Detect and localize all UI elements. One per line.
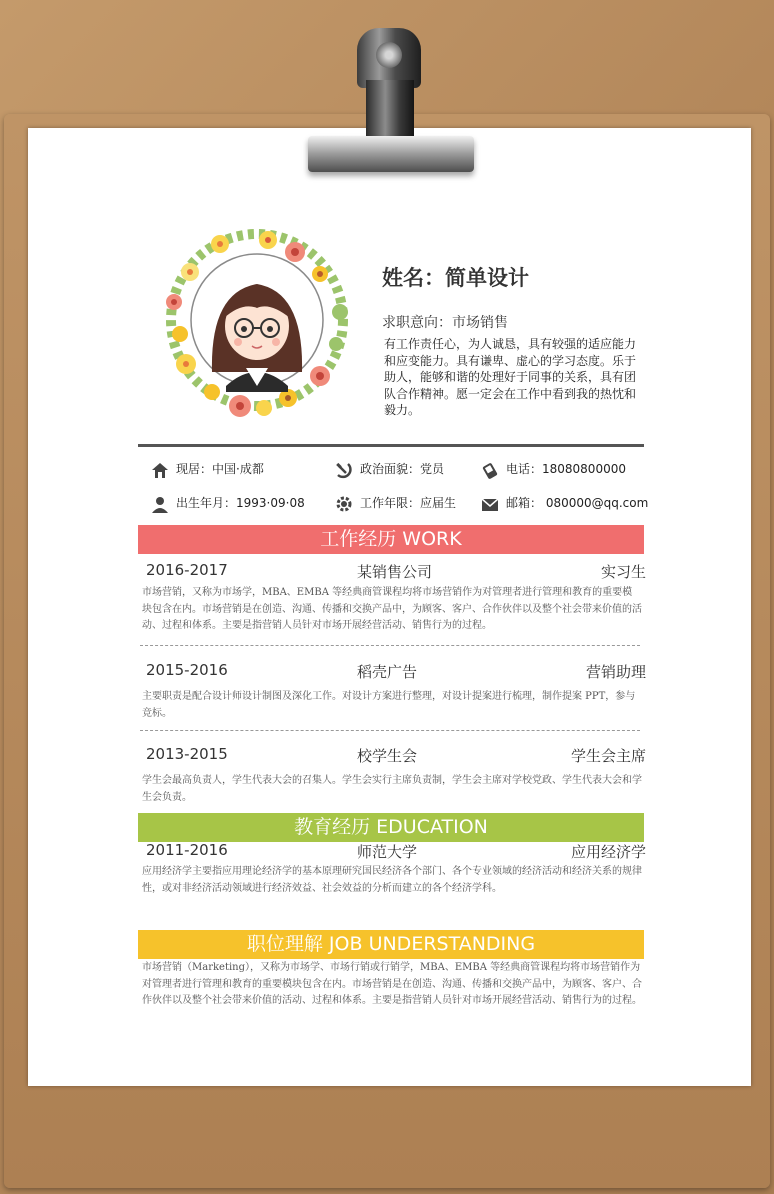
binder-clip-base: [308, 136, 474, 172]
home-icon: [150, 461, 170, 479]
binder-clip-hole: [376, 42, 402, 68]
info-birth: [150, 494, 305, 513]
work-period: 2013-2015: [146, 745, 228, 763]
work-org: 稻壳广告: [357, 663, 418, 681]
email-text: 邮箱： 080000@qq.com: [506, 496, 649, 510]
info-years: [334, 494, 456, 513]
dashed-divider: [140, 730, 640, 731]
work-desc: 学生会最高负责人，学生代表大会的召集人。学生会实行主席负责制，学生会主席对学校党政、学生代表大会和学生会负责。: [142, 775, 642, 803]
info-email: [480, 494, 648, 513]
job-understanding-desc: 市场营销（Marketing），又称为市场学、市场行销或行销学，MBA、EMBA 等经典商管课程均将市场营销作为对管理者进行管理和教育的重要模块包含在内。市场营销是在创造、沟通、传播和交换产品中，为顾客、客户、合作伙伴以及整个社会带来价值的活动、过程和体系。主要是指营销人员针对市场开展经营活动、销售行为的过程。: [142, 962, 642, 1006]
work-period: 2015-2016: [146, 661, 228, 679]
binder-clip-body: [366, 80, 414, 140]
job-intent: 求职意向：市场销售: [382, 315, 508, 331]
work-org: 某销售公司: [357, 563, 433, 581]
education-period: 2011-2016: [146, 841, 228, 859]
person-icon: [150, 495, 170, 513]
dashed-divider: [140, 645, 640, 646]
work-role: 学生会主席: [570, 747, 646, 765]
work-period: 2016-2017: [146, 561, 228, 579]
education-school: 师范大学: [357, 843, 418, 861]
self-summary: 有工作责任心，为人诚恳，具有较强的适应能力和应变能力。具有谦卑、虚心的学习态度。乐于助人，能够和谐的处理好于同事的关系，具有团队合作精神。愿一定会在工作中看到我的热忱和毅力。: [384, 337, 637, 417]
work-role: 实习生: [600, 563, 646, 581]
politics-text: 政治面貌：党员: [360, 462, 445, 476]
phone-icon: [480, 461, 500, 479]
work-org: 校学生会: [357, 747, 418, 765]
info-address: [150, 460, 264, 479]
work-role: 营销助理: [585, 663, 646, 681]
gear-icon: [334, 495, 354, 513]
section-education-header: 教育经历 EDUCATION: [138, 813, 644, 842]
work-desc: 市场营销，又称为市场学，MBA、EMBA 等经典商管课程均将市场营销作为对管理者进行管理和教育的重要模块包含在内。市场营销是在创造、沟通、传播和交换产品中，为顾客、客户、合作伙伴以及整个社会带来价值的活动、过程和体系。主要是指营销人员针对市场开展经营活动、销售行为的过程。: [142, 587, 642, 631]
resume-name: 姓名：简单设计: [382, 266, 529, 290]
avatar-wreath: [160, 222, 354, 418]
years-text: 工作年限：应届生: [360, 496, 457, 510]
education-desc: 应用经济学主要指应用理论经济学的基本原理研究国民经济各个部门、各个专业领域的经济活动和经济关系的规律性，或对非经济活动领域进行经济效益、社会效益的分析而建立的各个经济学科。: [142, 866, 642, 894]
section-job-header: 职位理解 JOB UNDERSTANDING: [138, 930, 644, 959]
mail-icon: [480, 495, 500, 513]
birth-text: 出生年月：1993·09·08: [176, 496, 305, 510]
info-politics: [334, 460, 444, 479]
phone-text: 电话：18080800000: [506, 462, 626, 476]
work-desc: 主要职责是配合设计师设计制图及深化工作。对设计方案进行整理，对设计提案进行梳理，制作提案 PPT，参与竞标。: [142, 691, 636, 719]
hammer-sickle-icon: [334, 461, 354, 479]
address-text: 现居：中国·成都: [176, 462, 264, 476]
education-major: 应用经济学: [570, 843, 646, 861]
section-work-header: 工作经历 WORK: [138, 525, 644, 554]
header-divider: [138, 444, 644, 447]
info-phone: [480, 460, 626, 479]
